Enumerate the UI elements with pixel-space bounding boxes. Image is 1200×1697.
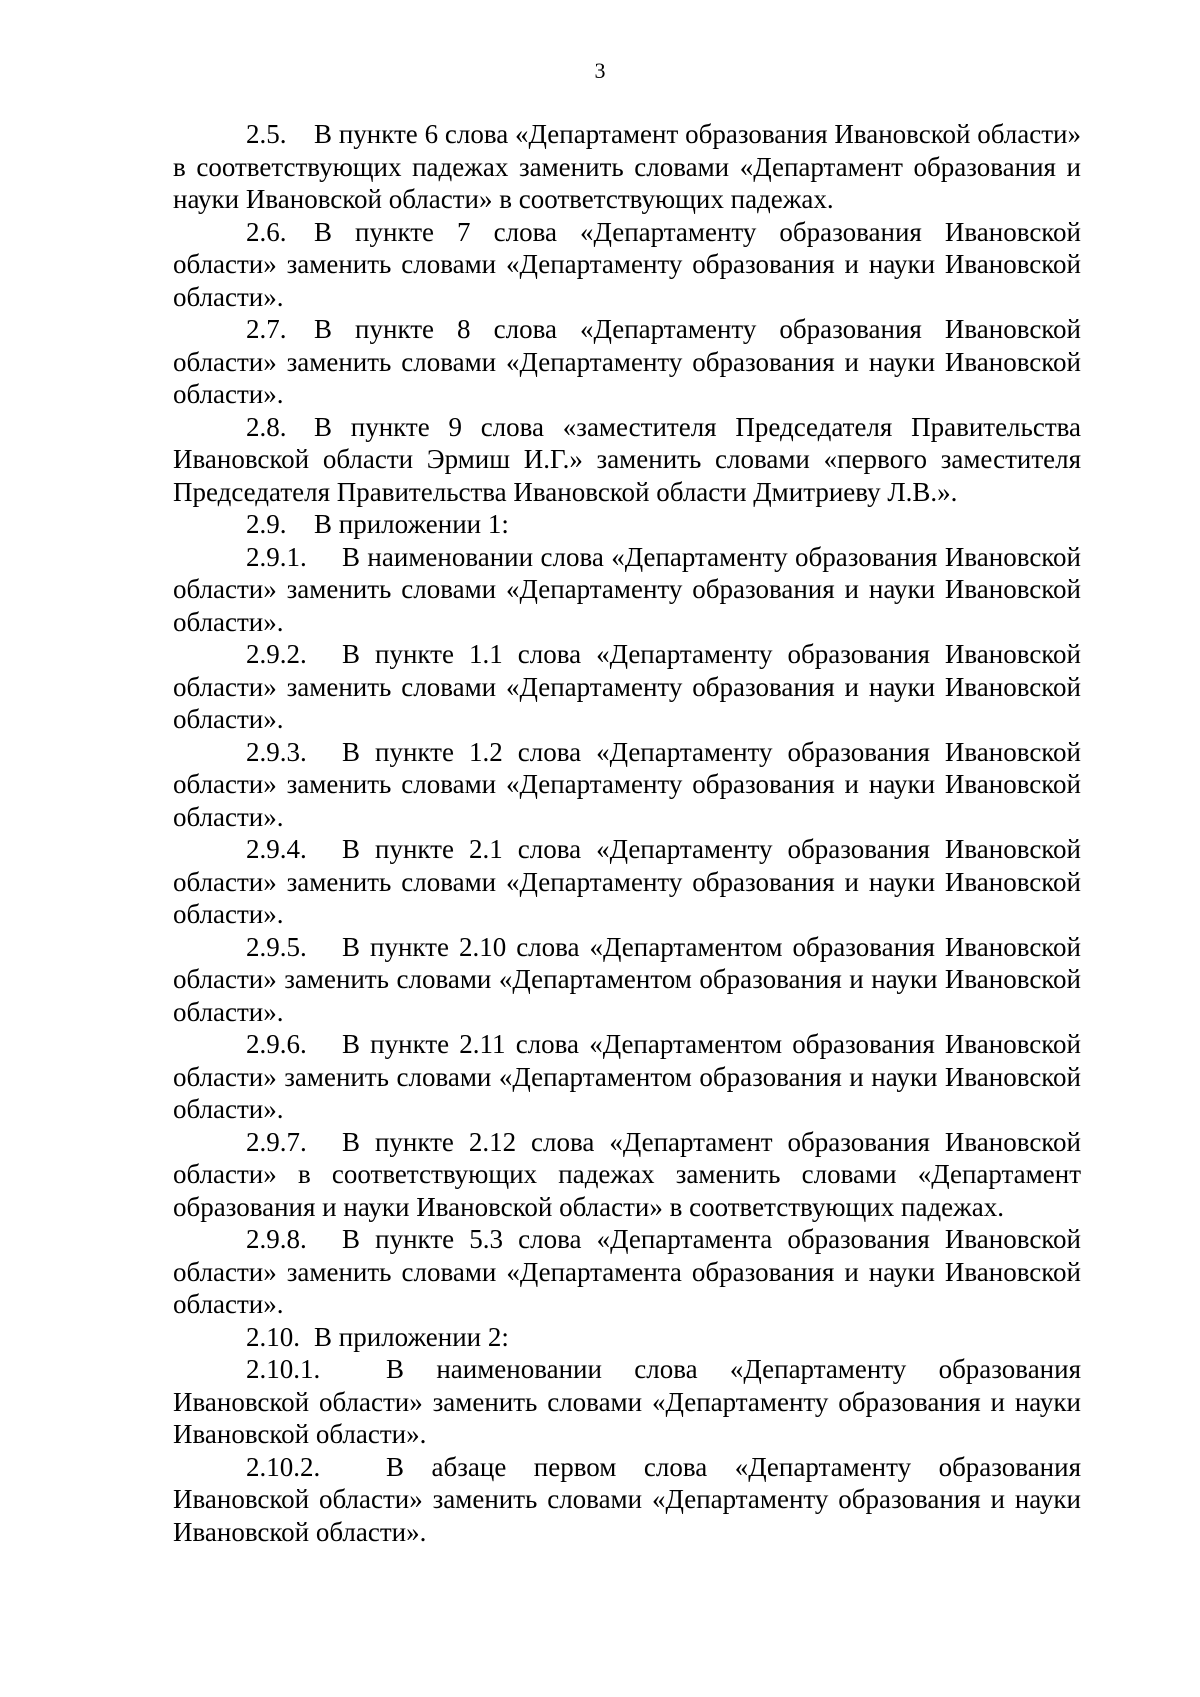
paragraph-text: В пункте 6 слова «Департамент образования Ивановской области» в соответствующих падежах заменить словами «Департамент образования и науки Ивановской области» в соответствующих падежах. bbox=[173, 119, 1081, 214]
paragraph-text: В пункте 5.3 слова «Департамента образования Ивановской области» заменить словами «Департамента образования и науки Ивановской области». bbox=[173, 1224, 1081, 1319]
paragraph-text: В пункте 1.1 слова «Департаменту образования Ивановской области» заменить словами «Департаменту образования и науки Ивановской области». bbox=[173, 639, 1081, 734]
paragraph-text: В пункте 2.10 слова «Департаментом образования Ивановской области» заменить словами «Департаментом образования и науки Ивановской области». bbox=[173, 931, 1081, 1027]
page-number: 3 bbox=[594, 58, 606, 83]
paragraph-2-9-7 bbox=[173, 1126, 1081, 1224]
paragraph-number: 2.10. bbox=[246, 1321, 300, 1352]
paragraph-2-9-3 bbox=[173, 736, 1081, 834]
document-body bbox=[173, 118, 1081, 1548]
paragraph-number: 2.8. bbox=[246, 411, 287, 442]
paragraph-number: 2.9.6. bbox=[246, 1029, 307, 1059]
paragraph-2-9-4 bbox=[173, 833, 1081, 931]
paragraph-number: 2.9.2. bbox=[246, 639, 307, 669]
paragraph-number: 2.9.7. bbox=[246, 1126, 307, 1157]
paragraph-number: 2.9.3. bbox=[246, 736, 307, 767]
paragraph-number: 2.9.1. bbox=[246, 541, 307, 572]
paragraph-number: 2.9.8. bbox=[246, 1224, 307, 1254]
paragraph-text: В пункте 8 слова «Департаменту образования Ивановской области» заменить словами «Департаменту образования и науки Ивановской области». bbox=[173, 314, 1081, 409]
paragraph-text: В абзаце первом слова «Департаменту образования Ивановской области» заменить словами «Департаменту образования и науки Ивановской области». bbox=[173, 1451, 1081, 1547]
paragraph-number: 2.9.5. bbox=[246, 931, 307, 962]
paragraph-2-9-1 bbox=[173, 541, 1081, 639]
paragraph-text: В приложении 1: bbox=[314, 509, 509, 539]
paragraph-text: В пункте 2.11 слова «Департаментом образования Ивановской области» заменить словами «Департаментом образования и науки Ивановской области». bbox=[173, 1029, 1081, 1124]
paragraph-2-7 bbox=[173, 313, 1081, 411]
paragraph-2-9 bbox=[173, 508, 1081, 541]
paragraph-number: 2.10.2. bbox=[246, 1451, 321, 1482]
paragraph-number: 2.10.1. bbox=[246, 1354, 321, 1384]
paragraph-text: В пункте 9 слова «заместителя Председателя Правительства Ивановской области Эрмиш И.Г.» заменить словами «первого заместителя Председателя Правительства Ивановской области Дмитриеву Л.В.». bbox=[173, 411, 1081, 507]
paragraph-text: В пункте 1.2 слова «Департаменту образования Ивановской области» заменить словами «Департаменту образования и науки Ивановской области». bbox=[173, 736, 1081, 832]
paragraph-text: В пункте 7 слова «Департаменту образования Ивановской области» заменить словами «Департаменту образования и науки Ивановской области». bbox=[173, 216, 1081, 312]
paragraph-2-8 bbox=[173, 411, 1081, 509]
paragraph-2-9-2 bbox=[173, 638, 1081, 736]
paragraph-2-9-8 bbox=[173, 1223, 1081, 1321]
paragraph-text: В наименовании слова «Департаменту образования Ивановской области» заменить словами «Департаменту образования и науки Ивановской области». bbox=[173, 541, 1081, 637]
paragraph-2-10 bbox=[173, 1321, 1081, 1354]
paragraph-number: 2.9.4. bbox=[246, 834, 307, 864]
paragraph-number: 2.6. bbox=[246, 216, 287, 247]
paragraph-number: 2.7. bbox=[246, 314, 287, 344]
paragraph-2-9-6 bbox=[173, 1028, 1081, 1126]
paragraph-text: В пункте 2.12 слова «Департамент образования Ивановской области» в соответствующих падежах заменить словами «Департамент образования и науки Ивановской области» в соответствующих падежах. bbox=[173, 1126, 1081, 1222]
paragraph-number: 2.9. bbox=[246, 509, 287, 539]
paragraph-2-9-5 bbox=[173, 931, 1081, 1029]
paragraph-text: В пункте 2.1 слова «Департаменту образования Ивановской области» заменить словами «Департаменту образования и науки Ивановской области». bbox=[173, 834, 1081, 929]
paragraph-number: 2.5. bbox=[246, 119, 287, 149]
paragraph-2-6 bbox=[173, 216, 1081, 314]
paragraph-2-10-1 bbox=[173, 1353, 1081, 1451]
paragraph-text: В приложении 2: bbox=[314, 1321, 509, 1352]
paragraph-2-5 bbox=[173, 118, 1081, 216]
paragraph-text: В наименовании слова «Департаменту образования Ивановской области» заменить словами «Департаменту образования и науки Ивановской области». bbox=[173, 1354, 1081, 1449]
paragraph-2-10-2 bbox=[173, 1451, 1081, 1549]
